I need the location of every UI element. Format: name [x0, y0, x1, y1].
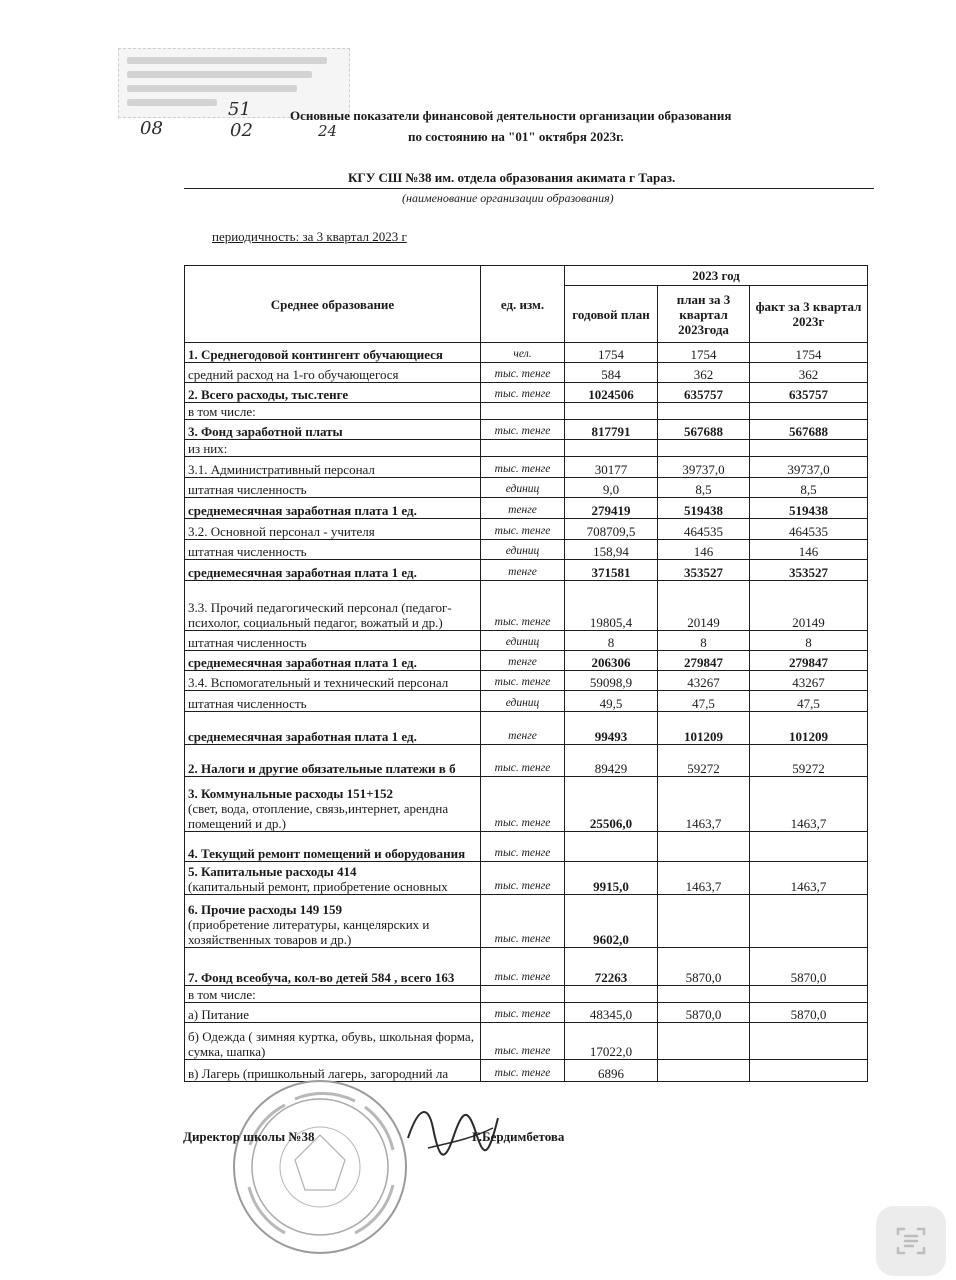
table-row	[185, 651, 868, 671]
row-label-note: (свет, вода, отопление, связь,интернет, арендна помещений и др.)	[188, 801, 449, 831]
organization-name: КГУ СШ №38 им. отдела образования акимата г Тараз.	[348, 170, 676, 185]
row-plan-value: 8,5	[658, 478, 750, 498]
row-fact-value: 43267	[750, 671, 868, 691]
row-label-text: средний расход на 1-го обучающегося	[188, 367, 399, 382]
row-unit: тыс. тенге	[481, 1023, 565, 1060]
row-plan-value	[658, 1060, 750, 1082]
row-fact-value: 20149	[750, 581, 868, 631]
table-row	[185, 671, 868, 691]
table-row	[185, 560, 868, 581]
row-annual-value	[565, 832, 658, 862]
row-unit	[481, 986, 565, 1003]
row-label-note: (приобретение литературы, канцелярских и хозяйственных товаров и др.)	[188, 917, 430, 947]
row-annual-value: 25506,0	[565, 777, 658, 832]
table-row	[185, 498, 868, 519]
row-annual-value: 17022,0	[565, 1023, 658, 1060]
row-label	[185, 1023, 481, 1060]
row-fact-value: 5870,0	[750, 948, 868, 986]
table-row	[185, 403, 868, 420]
row-annual-value: 708709,5	[565, 519, 658, 540]
row-fact-value	[750, 832, 868, 862]
row-plan-value: 519438	[658, 498, 750, 519]
row-annual-value: 158,94	[565, 540, 658, 560]
row-label-text: 6. Прочие расходы 149 159	[188, 902, 343, 917]
row-fact-value: 101209	[750, 712, 868, 745]
row-label-text: 3.2. Основной персонал - учителя	[188, 524, 375, 539]
row-plan-value: 362	[658, 363, 750, 383]
row-fact-value: 464535	[750, 519, 868, 540]
row-fact-value: 567688	[750, 420, 868, 440]
header-indicator: Среднее образование	[185, 266, 481, 343]
row-fact-value	[750, 895, 868, 948]
row-plan-value: 279847	[658, 651, 750, 671]
row-label	[185, 631, 481, 651]
row-unit: тыс. тенге	[481, 671, 565, 691]
table-row	[185, 862, 868, 895]
row-label-text: 3.1. Административный персонал	[188, 462, 375, 477]
row-plan-value: 59272	[658, 745, 750, 777]
row-plan-value	[658, 1023, 750, 1060]
row-label	[185, 691, 481, 712]
row-annual-value: 9915,0	[565, 862, 658, 895]
organization-caption: (наименование организации образования)	[402, 191, 614, 205]
row-annual-value: 72263	[565, 948, 658, 986]
document-title-line2: по состоянию на "01" октября 2023г.	[408, 129, 624, 144]
row-label	[185, 478, 481, 498]
header-unit: ед. изм.	[481, 266, 565, 343]
row-annual-value: 9602,0	[565, 895, 658, 948]
row-label-text: 2. Налоги и другие обязательные платежи в б	[188, 761, 456, 776]
row-unit: тыс. тенге	[481, 383, 565, 403]
director-label: Директор школы №38	[183, 1129, 315, 1144]
table-row	[185, 895, 868, 948]
row-unit: тыс. тенге	[481, 745, 565, 777]
row-label	[185, 986, 481, 1003]
row-plan-value: 567688	[658, 420, 750, 440]
header-fact-q3: факт за 3 квартал 2023г	[750, 286, 868, 343]
row-label	[185, 420, 481, 440]
row-fact-value	[750, 1023, 868, 1060]
row-plan-value	[658, 832, 750, 862]
table-row	[185, 440, 868, 457]
row-fact-value: 8	[750, 631, 868, 651]
row-label-text: 3.3. Прочий педагогический персонал (педагог-психолог, социальный педагог, вожатый и др.)	[188, 600, 452, 630]
document-title-line1: Основные показатели финансовой деятельности организации образования	[290, 108, 732, 123]
scan-document-icon[interactable]	[876, 1206, 946, 1276]
row-unit: единиц	[481, 478, 565, 498]
row-plan-value	[658, 986, 750, 1003]
row-label-text: среднемесячная заработная плата 1 ед.	[188, 729, 417, 744]
row-plan-value	[658, 403, 750, 420]
table-row	[185, 457, 868, 478]
row-annual-value: 48345,0	[565, 1003, 658, 1023]
row-label	[185, 777, 481, 832]
row-label-text: б) Одежда ( зимняя куртка, обувь, школьная форма, сумка, шапка)	[188, 1029, 474, 1059]
table-row	[185, 691, 868, 712]
table-row	[185, 631, 868, 651]
table-row	[185, 581, 868, 631]
row-label	[185, 712, 481, 745]
row-unit: тыс. тенге	[481, 862, 565, 895]
financial-indicators-table	[184, 265, 868, 1082]
row-unit: тыс. тенге	[481, 457, 565, 478]
row-plan-value: 1463,7	[658, 777, 750, 832]
row-label	[185, 651, 481, 671]
row-unit: единиц	[481, 631, 565, 651]
row-fact-value	[750, 1060, 868, 1082]
row-annual-value: 99493	[565, 712, 658, 745]
row-plan-value	[658, 895, 750, 948]
row-unit	[481, 440, 565, 457]
row-plan-value: 101209	[658, 712, 750, 745]
row-label	[185, 540, 481, 560]
row-fact-value: 279847	[750, 651, 868, 671]
row-label-text: 3. Коммунальные расходы 151+152	[188, 786, 394, 801]
row-label	[185, 832, 481, 862]
row-plan-value: 20149	[658, 581, 750, 631]
row-label	[185, 457, 481, 478]
table-row	[185, 420, 868, 440]
row-label-text: 3. Фонд заработной платы	[188, 424, 343, 439]
row-fact-value: 362	[750, 363, 868, 383]
row-label	[185, 948, 481, 986]
row-unit	[481, 403, 565, 420]
table-row	[185, 712, 868, 745]
row-label	[185, 383, 481, 403]
row-fact-value: 47,5	[750, 691, 868, 712]
row-label-text: штатная численность	[188, 635, 307, 650]
row-unit: тыс. тенге	[481, 420, 565, 440]
row-label-text: из них:	[188, 441, 228, 456]
row-annual-value: 49,5	[565, 691, 658, 712]
row-fact-value: 1463,7	[750, 862, 868, 895]
table-row	[185, 478, 868, 498]
row-annual-value: 371581	[565, 560, 658, 581]
row-plan-value: 5870,0	[658, 1003, 750, 1023]
row-label	[185, 498, 481, 519]
row-annual-value: 1754	[565, 343, 658, 363]
row-label	[185, 1003, 481, 1023]
row-label-note: (капитальный ремонт, приобретение основных	[188, 879, 448, 894]
organization-underline	[184, 188, 874, 189]
row-annual-value: 9,0	[565, 478, 658, 498]
row-fact-value: 635757	[750, 383, 868, 403]
row-label	[185, 363, 481, 383]
periodicity: периодичность: за 3 квартал 2023 г	[212, 229, 407, 244]
table-row	[185, 832, 868, 862]
round-seal-stamp	[225, 1075, 415, 1260]
row-annual-value	[565, 403, 658, 420]
row-unit: тыс. тенге	[481, 1003, 565, 1023]
row-fact-value	[750, 403, 868, 420]
row-label	[185, 671, 481, 691]
row-fact-value: 59272	[750, 745, 868, 777]
row-label-text: 2. Всего расходы, тыс.тенге	[188, 387, 349, 402]
row-unit: тенге	[481, 651, 565, 671]
row-label-text: 5. Капитальные расходы 414	[188, 864, 357, 879]
row-annual-value: 89429	[565, 745, 658, 777]
row-fact-value: 146	[750, 540, 868, 560]
row-label-text: штатная численность	[188, 544, 307, 559]
row-annual-value: 59098,9	[565, 671, 658, 691]
row-fact-value: 39737,0	[750, 457, 868, 478]
row-annual-value: 8	[565, 631, 658, 651]
row-label-text: в том числе:	[188, 987, 256, 1002]
row-unit: тыс. тенге	[481, 581, 565, 631]
row-unit: единиц	[481, 691, 565, 712]
row-label	[185, 581, 481, 631]
row-unit: единиц	[481, 540, 565, 560]
row-annual-value: 279419	[565, 498, 658, 519]
row-label	[185, 895, 481, 948]
row-annual-value: 6896	[565, 1060, 658, 1082]
row-unit: тыс. тенге	[481, 519, 565, 540]
row-label	[185, 343, 481, 363]
handwritten-day: 08	[140, 118, 163, 139]
row-annual-value	[565, 986, 658, 1003]
director-name: Г.Бердимбетова	[472, 1129, 565, 1144]
row-annual-value: 19805,4	[565, 581, 658, 631]
row-annual-value: 584	[565, 363, 658, 383]
row-annual-value: 1024506	[565, 383, 658, 403]
row-fact-value: 1463,7	[750, 777, 868, 832]
handwritten-month: 02	[230, 120, 253, 141]
row-label	[185, 403, 481, 420]
row-fact-value: 353527	[750, 560, 868, 581]
row-unit: тенге	[481, 498, 565, 519]
row-label-text: 1. Среднегодовой контингент обучающиеся	[188, 347, 443, 362]
row-label-text: а) Питание	[188, 1007, 249, 1022]
header-plan-q3: план за 3 квартал 2023года	[658, 286, 750, 343]
row-label-text: 3.4. Вспомогательный и технический персонал	[188, 675, 449, 690]
row-plan-value: 39737,0	[658, 457, 750, 478]
row-annual-value: 30177	[565, 457, 658, 478]
row-unit: тыс. тенге	[481, 1060, 565, 1082]
table-row	[185, 1003, 868, 1023]
row-unit: тыс. тенге	[481, 832, 565, 862]
row-fact-value: 8,5	[750, 478, 868, 498]
row-label	[185, 862, 481, 895]
row-label-text: в) Лагерь (пришкольный лагерь, загородний ла	[188, 1066, 449, 1081]
row-fact-value: 519438	[750, 498, 868, 519]
row-annual-value: 206306	[565, 651, 658, 671]
table-row	[185, 948, 868, 986]
header-year: 2023 год	[565, 266, 868, 286]
row-plan-value: 47,5	[658, 691, 750, 712]
row-plan-value: 1754	[658, 343, 750, 363]
row-label	[185, 560, 481, 581]
table-row	[185, 383, 868, 403]
row-fact-value: 1754	[750, 343, 868, 363]
table-row	[185, 986, 868, 1003]
table-row	[185, 343, 868, 363]
row-label	[185, 745, 481, 777]
row-label	[185, 519, 481, 540]
table-row	[185, 363, 868, 383]
header-annual-plan: годовой план	[565, 286, 658, 343]
handwritten-number: 51	[228, 99, 251, 120]
row-plan-value: 146	[658, 540, 750, 560]
row-annual-value	[565, 440, 658, 457]
table-row	[185, 519, 868, 540]
row-plan-value: 1463,7	[658, 862, 750, 895]
table-row	[185, 540, 868, 560]
row-unit: тыс. тенге	[481, 895, 565, 948]
row-unit: тыс. тенге	[481, 948, 565, 986]
row-plan-value	[658, 440, 750, 457]
row-label-text: 7. Фонд всеобуча, кол-во детей 584 , всего 163	[188, 970, 455, 985]
row-unit: тыс. тенге	[481, 363, 565, 383]
row-plan-value: 8	[658, 631, 750, 651]
table-row	[185, 745, 868, 777]
row-label-text: 4. Текущий ремонт помещений и оборудования	[188, 846, 466, 861]
row-plan-value: 5870,0	[658, 948, 750, 986]
row-unit: тыс. тенге	[481, 777, 565, 832]
row-annual-value: 817791	[565, 420, 658, 440]
row-label-text: штатная численность	[188, 482, 307, 497]
row-fact-value	[750, 986, 868, 1003]
row-label-text: среднемесячная заработная плата 1 ед.	[188, 655, 417, 670]
row-fact-value	[750, 440, 868, 457]
handwritten-year: 24	[318, 122, 338, 140]
row-plan-value: 464535	[658, 519, 750, 540]
row-unit: чел.	[481, 343, 565, 363]
row-plan-value: 635757	[658, 383, 750, 403]
row-plan-value: 43267	[658, 671, 750, 691]
row-fact-value: 5870,0	[750, 1003, 868, 1023]
row-label-text: среднемесячная заработная плата 1 ед.	[188, 565, 417, 580]
row-label	[185, 440, 481, 457]
row-label-text: штатная численность	[188, 696, 307, 711]
row-plan-value: 353527	[658, 560, 750, 581]
table-row	[185, 777, 868, 832]
row-unit: тенге	[481, 712, 565, 745]
row-label-text: среднемесячная заработная плата 1 ед.	[188, 503, 417, 518]
row-label-text: в том числе:	[188, 404, 256, 419]
row-unit: тенге	[481, 560, 565, 581]
table-row	[185, 1023, 868, 1060]
